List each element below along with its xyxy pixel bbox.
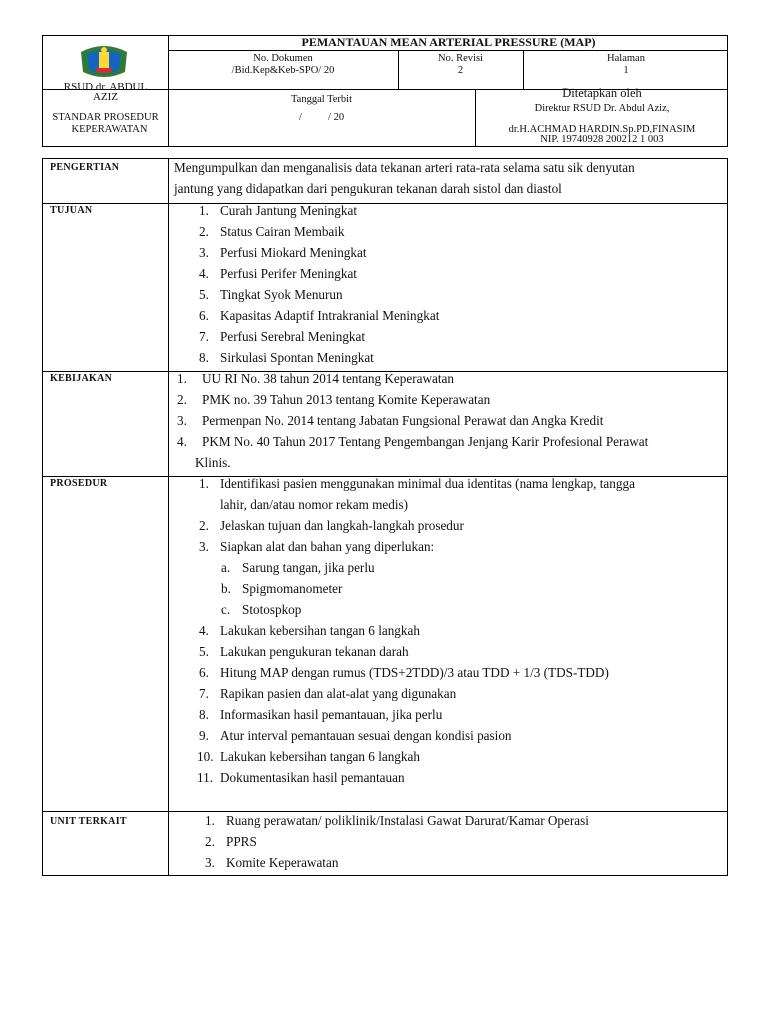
list-item: 6. Hitung MAP dengan rumus (TDS+2TDD)/3 atau TDD + 1/3 (TDS-TDD) bbox=[199, 665, 609, 680]
section-label-kebijakan: KEBIJAKAN bbox=[50, 373, 113, 384]
revision-value: 2 bbox=[457, 65, 464, 76]
list-item: 8. Sirkulasi Spontan Meningkat bbox=[199, 350, 374, 365]
list-item: 2. PMK no. 39 Tahun 2013 tentang Komite Keperawatan bbox=[177, 392, 491, 407]
doc-number-value: /Bid.Kep&Keb-SPO/ 20 bbox=[231, 65, 335, 76]
revision-label: No. Revisi bbox=[438, 53, 483, 64]
row-divider bbox=[43, 811, 727, 812]
sub-list-item: a. Sarung tangan, jika perlu bbox=[221, 560, 375, 575]
document-header bbox=[42, 35, 728, 147]
list-item: 9. Atur interval pemantauan sesuai dengan kondisi pasion bbox=[199, 728, 512, 743]
header-divider bbox=[168, 50, 727, 51]
section-label-prosedur: PROSEDUR bbox=[50, 478, 108, 489]
column-divider bbox=[168, 159, 169, 875]
hospital-logo bbox=[75, 42, 133, 80]
list-item: 5. Tingkat Syok Menurun bbox=[199, 287, 343, 302]
list-item: 3. Komite Keperawatan bbox=[205, 855, 339, 870]
page-label: Halaman bbox=[607, 53, 645, 64]
list-item: 3. Permenpan No. 2014 tentang Jabatan Fungsional Perawat dan Angka Kredit bbox=[177, 413, 604, 428]
section-label-pengertian: PENGERTIAN bbox=[50, 162, 120, 173]
definition-line: Mengumpulkan dan menganalisis data tekanan arteri rata-rata selama satu sik denyutan bbox=[174, 160, 635, 175]
definition-line: jantung yang didapatkan dari pengukuran tekanan darah sistol dan diastol bbox=[174, 181, 562, 196]
procedure-table: PENGERTIAN Mengumpulkan dan menganalisis data tekanan arteri rata-rata selama satu sik denyutan jantung yang didapatkan dari pengukuran tekanan darah sistol dan diastol TUJUAN 1. Curah Jantung Meningkat 2. Status Cairan Membaik 3. Perfusi Miokard Meningkat 4. Perfusi Perifer Meningkat 5. Tingkat Syok Menurun 6. Kapasitas Adaptif Intrakranial Meningkat 7. Perfusi Serebral Meningkat 8. Sirkulasi Spontan Meningkat KEBIJAKAN 1. UU RI No. 38 tahun 2014 tentang Keperawatan 2. PMK no. 39 Tahun 2013 tentang Komite Keperawatan 3. Permenpan No. 2014 tentang Jabatan Fungsional Perawat dan Angka Kredit 4. PKM No. 40 Tahun 2017 Tentang Pengembangan Jenjang Karir Profesional Perawat Klinis. PROSEDUR 1. Identifikasi pasien menggunakan minimal dua identitas (nama lengkap, tangga lahir, dan/atau nomor rekam medis) 2. Jelaskan tujuan dan langkah-langkah prosedur 3. Siapkan alat dan bahan yang diperlukan: a. Sarung tangan, jika perlu b. Spigmomanometer c. Stotospkop 4. Lakukan kebersihan tangan 6 langkah 5. Lakukan pengukuran tekanan darah 6. Hitung MAP dengan rumus (TDS+2TDD)/3 atau TDD + 1/3 (TDS-TDD) 7. Rapikan pasien dan alat-alat yang digunakan 8. Informasikan hasil pemantauan, jika perlu 9. Atur interval pemantauan sesuai dengan kondisi pasion 10. Lakukan kebersihan tangan 6 langkah 11. Dokumentasikan hasil pemantauan UNIT TERKAIT 1. Ruang perawatan/ poliklinik/Instalasi Gawat Darurat/Kamar Operasi 2. PPRS 3. Komite Keperawatan bbox=[42, 158, 728, 876]
list-item: 3. Siapkan alat dan bahan yang diperlukan: bbox=[199, 539, 435, 554]
list-item: 5. Lakukan pengukuran tekanan darah bbox=[199, 644, 409, 659]
list-item: 2. PPRS bbox=[205, 834, 257, 849]
approver-nip: NIP. 19740928 200212 1 003 bbox=[540, 134, 664, 145]
list-item: 2. Status Cairan Membaik bbox=[199, 224, 345, 239]
list-item: 8. Informasikan hasil pemantauan, jika perlu bbox=[199, 707, 443, 722]
list-item: 1. Curah Jantung Meningkat bbox=[199, 203, 357, 218]
list-item: 4. Perfusi Perifer Meningkat bbox=[199, 266, 357, 281]
approved-by-title: Ditetapkan oleh bbox=[562, 86, 642, 100]
list-item: 7. Rapikan pasien dan alat-alat yang digunakan bbox=[199, 686, 457, 701]
issue-date-label: Tanggal Terbit bbox=[290, 94, 353, 105]
section-label-unit-terkait: UNIT TERKAIT bbox=[50, 816, 127, 827]
list-item: 3. Perfusi Miokard Meningkat bbox=[199, 245, 367, 260]
list-item: 7. Perfusi Serebral Meningkat bbox=[199, 329, 366, 344]
list-item: 2. Jelaskan tujuan dan langkah-langkah prosedur bbox=[199, 518, 464, 533]
row-divider bbox=[43, 203, 727, 204]
approver-name: dr.H.ACHMAD HARDIN.Sp.PD,FINASIM bbox=[508, 124, 696, 135]
issue-date-value: / / 20 bbox=[298, 112, 345, 123]
list-item: 1. UU RI No. 38 tahun 2014 tentang Keperawatan bbox=[177, 371, 454, 386]
list-item: 1. Ruang perawatan/ poliklinik/Instalasi Gawat Darurat/Kamar Operasi bbox=[205, 813, 589, 828]
list-item: 4. PKM No. 40 Tahun 2017 Tentang Pengembangan Jenjang Karir Profesional Perawat bbox=[177, 434, 649, 449]
sub-list-item: c. Stotospkop bbox=[221, 602, 302, 617]
spo-type: STANDAR PROSEDUR KEPERAWATAN bbox=[52, 112, 159, 135]
list-item: 6. Kapasitas Adaptif Intrakranial Meningkat bbox=[199, 308, 440, 323]
hospital-name: RSUD dr. ABDUL AZIZ bbox=[63, 81, 148, 103]
page-value: 1 bbox=[623, 65, 629, 76]
document-title: PEMANTAUAN MEAN ARTERIAL PRESSURE (MAP) bbox=[301, 35, 596, 49]
list-item: 4. Lakukan kebersihan tangan 6 langkah bbox=[199, 623, 420, 638]
list-item: 10. Lakukan kebersihan tangan 6 langkah bbox=[197, 749, 420, 764]
list-item: 1. Identifikasi pasien menggunakan minimal dua identitas (nama lengkap, tangga bbox=[199, 476, 635, 491]
list-item: 11. Dokumentasikan hasil pemantauan bbox=[197, 770, 405, 785]
approver-role: Direktur RSUD Dr. Abdul Aziz, bbox=[534, 103, 670, 114]
doc-number-label: No. Dokumen bbox=[253, 53, 313, 64]
sub-list-item: b. Spigmomanometer bbox=[221, 581, 343, 596]
section-label-tujuan: TUJUAN bbox=[50, 205, 93, 216]
